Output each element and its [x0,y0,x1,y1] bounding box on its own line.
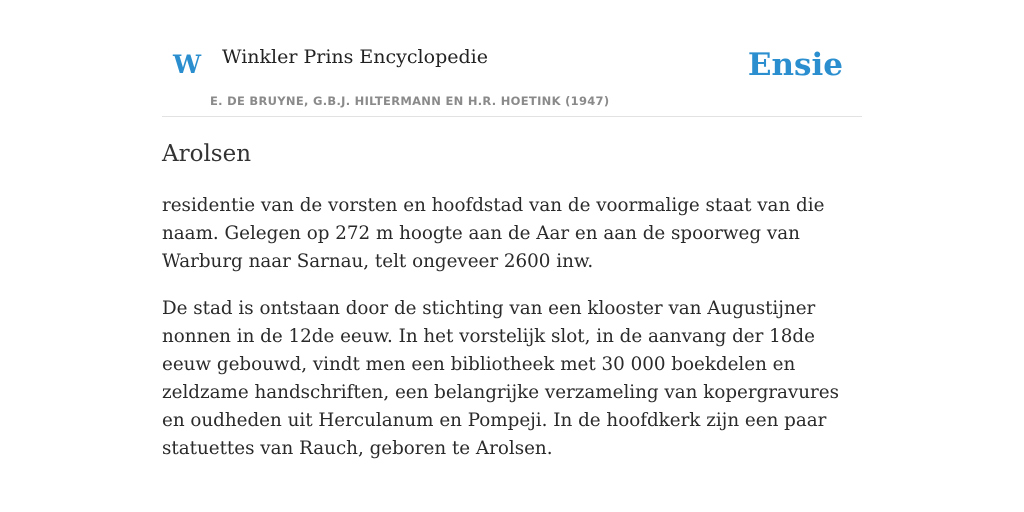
entry-title: Arolsen [162,141,252,167]
source-logo[interactable]: W [173,50,202,79]
source-authors: E. DE BRUYNE, G.B.J. HILTERMANN EN H.R. HOETINK (1947) [210,94,610,108]
entry-body [162,192,862,463]
source-header [162,0,862,117]
brand-logo[interactable]: Ensie [747,47,843,83]
page [162,0,862,463]
entry-paragraph: De stad is ontstaan door de stichting van een klooster van Augustijner nonnen in de 12de eeuw. In het vorstelijk slot, in de aanvang der 18de eeuw gebouwd, vindt men een bibliotheek met 30 000 boekdelen en zeldzame handschriften, een belangrijke verzameling van kopergravures en oudheden uit Herculanum en Pompeji. In de hoofdkerk zijn een paar statuettes van Rauch, geboren te Arolsen. [162,297,839,459]
entry-paragraph: residentie van de vorsten en hoofdstad van de voormalige staat van die naam. Gelegen op 272 m hoogte aan de Aar en aan de spoorweg van Warburg naar Sarnau, telt ongeveer 2600 inw. [162,194,825,272]
source-title[interactable]: Winkler Prins Encyclopedie [222,46,488,68]
